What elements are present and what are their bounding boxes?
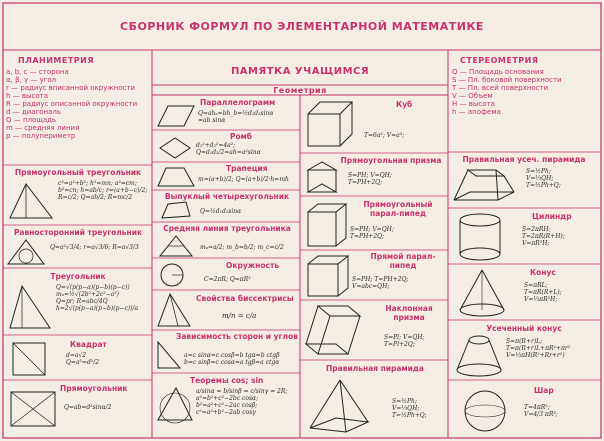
formula: T=π(R+r)L+πR²+πr² [506, 345, 571, 352]
formula: S=PH; V=QH; [348, 172, 392, 179]
legend-item: Q — площадь [6, 116, 57, 124]
truncated-pyramid-figure [452, 164, 516, 206]
planimetry-legend [6, 68, 150, 140]
section-title: Прямоугольная призма [340, 156, 442, 165]
section-title: Ромб [230, 132, 253, 141]
truncated-cone-formulas [506, 338, 598, 359]
oblique-prism-figure [304, 302, 366, 358]
formula: b=c sinβ=c cosα=a tgβ=a ctgα [184, 359, 280, 366]
formula: b²=a²+c²−2ac cosβ; [196, 402, 258, 409]
trapezoid-figure [156, 166, 196, 188]
equilateral-formula: Q=a²√3/4; r=a√3/6; R=a√3/3 [50, 244, 139, 251]
section-title: Конус [530, 268, 556, 277]
formula: T=πR(R+L); [524, 289, 562, 296]
trapezoid-formula: m=(a+b)/2; Q=(a+b)/2·h=mh [198, 176, 289, 183]
parallelogram-formulas [198, 110, 298, 124]
formula: d=a√2 [66, 352, 87, 359]
regular-pyramid-formulas [392, 398, 446, 419]
formula: V=4/3 πR³; [524, 411, 558, 418]
section-title: Усеченный конус [486, 324, 562, 333]
section-title: Параллелограмм [200, 98, 276, 107]
formula: T=PH+2Q; [348, 179, 383, 186]
section-title: Правильная усеч. пирамида [462, 155, 586, 164]
section-title: Зависимость сторон и углов [176, 332, 298, 341]
formula: a/sinα = b/sinβ = c/sinγ = 2R; [196, 388, 288, 395]
legend-item: d — диагональ [6, 108, 61, 116]
section-title: Правильная пирамида [326, 364, 424, 373]
sphere-figure [462, 388, 508, 434]
page-title: СБОРНИК ФОРМУЛ ПО ЭЛЕМЕНТАРНОЙ МАТЕМАТИКЕ [120, 20, 484, 33]
circle-formula: C=2πR; Q=πR² [204, 276, 251, 283]
formula: Q=pr; R=abc/4Q [56, 298, 108, 305]
formula: Q=d₁d₂/2=ah=a²sinα [196, 149, 261, 156]
cube-formula: T=6a²; V=a³; [364, 132, 405, 139]
formula: S=PH; T=PH+2Q; [352, 276, 409, 283]
formula: S=PH; V=QH; [350, 226, 394, 233]
formula: T=½Ph+Q; [526, 182, 561, 189]
right-triangle-formulas [58, 180, 150, 201]
stereometry-heading: СТЕРЕОМЕТРИЯ [460, 56, 539, 65]
circle-figure [158, 262, 186, 288]
formula: S=2πRH; [522, 226, 551, 233]
formula: a=c sinα=c cosβ=b tgα=b ctgβ [184, 352, 280, 359]
parallelogram-figure [156, 104, 196, 128]
medians-formula: mₐ=a/2; m_b=b/2; m_c=c/2 [200, 244, 284, 251]
section-title: Прямоугольный треугольник [14, 168, 142, 177]
cone-formulas [524, 282, 598, 303]
legend-item: h — апофема [452, 108, 501, 116]
formula: c²=a²+b²; h²=mn; a²=cm; [58, 180, 137, 187]
formula: R=c/2; Q=ab/2; R=mc/2 [58, 194, 133, 201]
cone-figure [456, 268, 508, 318]
quadrilateral-figure [160, 200, 194, 220]
formula: T=½Ph+Q; [392, 412, 427, 419]
section-title: Куб [396, 100, 413, 109]
relation-formulas [184, 352, 298, 366]
rhombus-figure [158, 136, 192, 160]
cuboid-figure [306, 202, 348, 248]
formula: V=πR²H; [522, 240, 550, 247]
legend-item: S — Пл. боковой поверхности [452, 76, 562, 84]
relation-triangle-figure [156, 340, 182, 370]
section-title: Свойства биссектрисы [196, 294, 294, 303]
formula: Q=ahₐ=bh_b=½d₁d₂sinα [198, 110, 274, 117]
formula: V=⅓QH; [392, 405, 420, 412]
sphere-formulas [524, 404, 598, 418]
section-title: Равносторонний треугольник [13, 228, 143, 237]
right-prism-formulas [348, 172, 446, 186]
legend-item: α, β, γ — угол [6, 76, 57, 84]
rhombus-formulas [196, 142, 298, 156]
legend-item: V — Объем [452, 92, 493, 100]
legend-item: T — Пл. всей поверхности [452, 84, 549, 92]
geometry-heading: Геометрия [273, 86, 327, 95]
section-title: Прямоугольник [60, 384, 128, 393]
bisector-formula: m/n = c/a [222, 312, 257, 320]
planimetry-heading: ПЛАНИМЕТРИЯ [18, 56, 95, 65]
formula: S=πRL; [524, 282, 548, 289]
cube-figure [304, 100, 356, 150]
legend-item: h — высота [6, 92, 49, 100]
formula: V=⅓QH; [526, 175, 554, 182]
triangle-formulas [56, 284, 150, 312]
formula: S=Pl; V=QH; [384, 334, 425, 341]
regular-pyramid-figure [306, 376, 376, 436]
bisector-triangle-figure [156, 292, 192, 328]
square-figure [10, 340, 50, 378]
formula: Q=a²=d²/2 [66, 359, 100, 366]
formula: =ab sinα [198, 117, 226, 124]
section-title: Шар [534, 386, 554, 395]
formula: T=4πR²; [524, 404, 550, 411]
truncated-cone-figure [454, 332, 504, 378]
section-title: Окружность [226, 261, 280, 270]
theorem-triangle-figure [156, 384, 194, 424]
legend-item: m — средняя линия [6, 124, 80, 132]
legend-item: p — полупериметр [6, 132, 76, 140]
memo-heading: ПАМЯТКА УЧАЩИМСЯ [230, 66, 370, 77]
formula: a²=b²+c²−2bc cosα; [196, 395, 259, 402]
equilateral-triangle-figure [6, 238, 46, 266]
formula: V=⅓πR²H; [524, 296, 558, 303]
section-title: Средняя линия треугольника [163, 224, 291, 233]
formula: Q=√(p(p−a)(p−b)(p−c)) [56, 284, 130, 291]
right-parallelepiped-figure [306, 254, 350, 298]
rectangle-figure [8, 388, 58, 432]
triangle-figure [6, 282, 54, 332]
formula: S=π(R+r)L; [506, 338, 543, 345]
rectangle-formula: Q=ab=d²sinα/2 [64, 404, 112, 411]
section-title: Квадрат [70, 340, 107, 349]
legend-item: R — радиус описанной окружности [6, 100, 138, 108]
midline-triangle-figure [158, 234, 194, 258]
formula: S=½Ph; [392, 398, 417, 405]
legend-item: H — высота [452, 100, 495, 108]
oblique-prism-formulas [384, 334, 446, 348]
section-title: Прямой парал-пипед [370, 252, 436, 270]
formula: T=Pl+2Q; [384, 341, 415, 348]
formula: T=2πR(R+H); [522, 233, 565, 240]
cuboid-formulas [350, 226, 446, 240]
section-title: Наклонная призма [385, 304, 433, 322]
formula: V=abc=QH; [352, 283, 390, 290]
theorem-formulas [196, 388, 298, 416]
formula: mₐ=½√(2b²+2c²−a²) [56, 291, 119, 298]
section-title: Треугольник [50, 272, 106, 281]
section-title: Прямоугольный парал-пипед [363, 200, 433, 218]
formula: b²=cn; h=ab/c; r=(a+b−c)/2; [58, 187, 148, 194]
section-title: Трапеция [226, 164, 268, 173]
right-parallelepiped-formulas [352, 276, 446, 290]
formula: V=⅓πH(R²+Rr+r²) [506, 352, 565, 359]
formula: h=2√(p(p−a)(p−b)(p−c))/a [56, 305, 139, 312]
cylinder-formulas [522, 226, 598, 247]
formula: T=PH+2Q; [350, 233, 385, 240]
formula: S=½Ph; [526, 168, 551, 175]
stereometry-legend [452, 68, 598, 116]
cylinder-figure [456, 212, 504, 262]
quad-formula: Q=½d₁d₂sinα [200, 208, 242, 215]
truncated-pyramid-formulas [526, 168, 598, 189]
legend-item: Q — Площадь основания [452, 68, 544, 76]
section-title: Выпуклый четырехугольник [164, 192, 290, 201]
section-title: Цилиндр [532, 212, 572, 221]
formula: d₁²+d₂²=4a²; [196, 142, 236, 149]
section-title: Теоремы cos; sin [190, 376, 264, 385]
right-triangle-figure [6, 180, 56, 222]
formula: c²=a²+b²−2ab cosγ [196, 409, 256, 416]
square-formulas [66, 352, 150, 366]
right-prism-figure [306, 160, 342, 194]
legend-item: a, b, c — сторона [6, 68, 69, 76]
legend-item: r — радиус вписанной окружности [6, 84, 136, 92]
